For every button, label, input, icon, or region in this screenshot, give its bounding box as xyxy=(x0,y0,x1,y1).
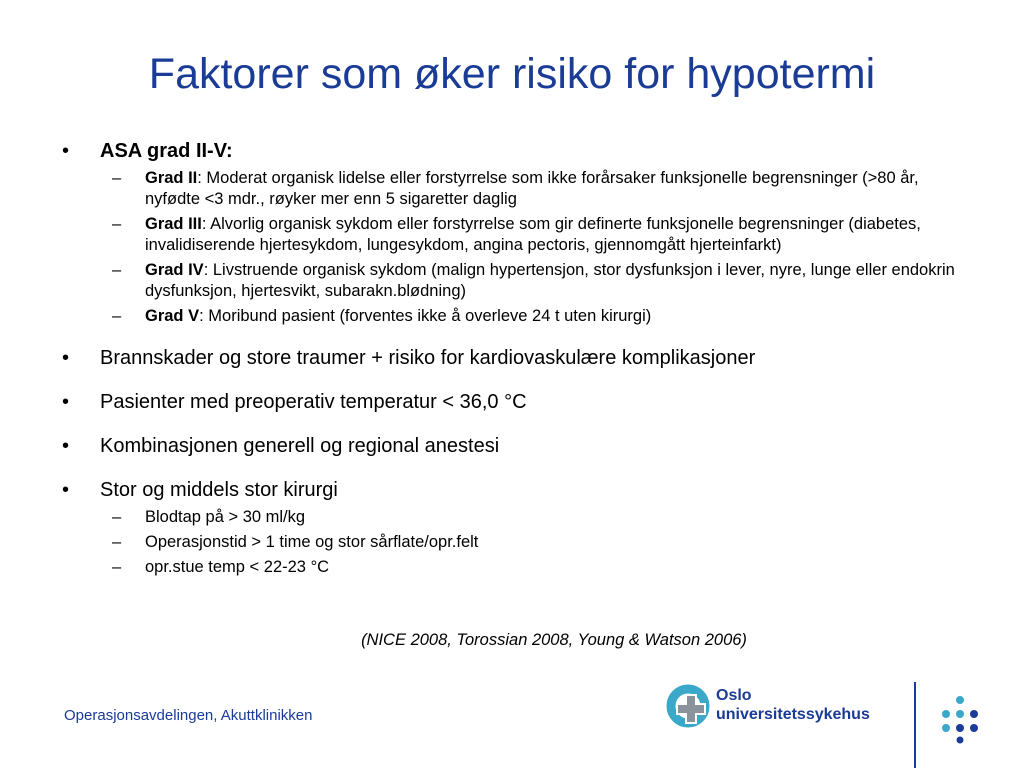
bullet-symbol: • xyxy=(62,479,70,501)
dash-symbol: – xyxy=(112,558,122,576)
footer-department: Operasjonsavdelingen, Akuttklinikken xyxy=(64,707,313,724)
bullet-symbol: • xyxy=(62,435,70,457)
sub-item-stuetemp xyxy=(62,557,962,578)
sub-item-bold: Grad IV xyxy=(145,261,204,279)
sub-list-kirurgi xyxy=(62,507,962,578)
bullet-anestesi xyxy=(62,434,962,459)
sub-item-grad-5 xyxy=(62,306,962,327)
bullet-symbol: • xyxy=(62,347,70,369)
footer-divider xyxy=(914,682,916,768)
dash-symbol: – xyxy=(112,261,122,279)
bullet-symbol: • xyxy=(62,391,70,413)
sub-item-text: Operasjonstid > 1 time og stor sårflate/opr.felt xyxy=(145,533,479,551)
dash-symbol: – xyxy=(112,169,122,187)
dot-pattern-icon xyxy=(934,694,984,744)
bullet-text: Stor og middels stor kirurgi xyxy=(100,479,338,501)
dash-symbol: – xyxy=(112,215,122,233)
sub-item-bold: Grad V xyxy=(145,307,200,325)
sub-item-grad-2 xyxy=(62,168,962,210)
sub-item-bold: Grad III xyxy=(145,215,202,233)
bullet-text: Kombinasjonen generell og regional anestesi xyxy=(100,435,500,457)
dash-symbol: – xyxy=(112,307,122,325)
sub-item-text: : Alvorlig organisk sykdom eller forstyrrelse som gir definerte funksjonelle begrensninger (diabetes, invalidiserende hjertesykdom, lungesykdom, angina pectoris, gjennomgått hjerteinfarkt) xyxy=(145,215,921,254)
sub-item-bold: Grad II xyxy=(145,169,198,187)
bullet-symbol: • xyxy=(62,140,70,162)
dash-symbol: – xyxy=(112,533,122,551)
logo-text xyxy=(716,686,870,724)
dash-symbol: – xyxy=(112,508,122,526)
bullet-asa xyxy=(62,139,962,164)
sub-item-text: : Livstruende organisk sykdom (malign hypertensjon, stor dysfunksjon i lever, nyre, lunge eller endokrin dysfunksjon, hjertesvikt, subarakn.blødning) xyxy=(145,261,955,300)
sub-item-text: : Moderat organisk lidelse eller forstyrrelse som ikke forårsaker funksjonelle begrensninger (>80 år, nyfødte <3 mdr., røyker mer enn 5 sigaretter daglig xyxy=(145,169,919,208)
sub-list-asa xyxy=(62,168,962,327)
sub-item-grad-4 xyxy=(62,260,962,302)
slide-title: Faktorer som øker risiko for hypotermi xyxy=(148,50,876,98)
bullet-preop-temperature xyxy=(62,390,962,415)
sub-item-text: : Moribund pasient (forventes ikke å overleve 24 t uten kirurgi) xyxy=(199,307,652,325)
bullet-text: Brannskader og store traumer + risiko for kardiovaskulære komplikasjoner xyxy=(100,347,756,369)
bullet-list xyxy=(62,139,962,578)
bullet-text: Pasienter med preoperativ temperatur < 36,0 °C xyxy=(100,391,527,413)
hospital-logo xyxy=(664,682,904,730)
sub-item-text: Blodtap på > 30 ml/kg xyxy=(145,508,306,526)
bullet-brannskader xyxy=(62,346,962,371)
logo-mark-icon xyxy=(664,682,712,730)
bullet-kirurgi xyxy=(62,478,962,503)
sub-item-grad-3 xyxy=(62,214,962,256)
sub-item-text: opr.stue temp < 22-23 °C xyxy=(145,558,330,576)
sub-item-blodtap xyxy=(62,507,962,528)
sub-item-operasjonstid xyxy=(62,532,962,553)
logo-line-oslo: Oslo xyxy=(716,687,752,704)
logo-line-universitetssykehus: universitetssykehus xyxy=(716,706,870,723)
reference-citation: (NICE 2008, Torossian 2008, Young & Watson 2006) xyxy=(361,631,747,649)
bullet-text: ASA grad II-V: xyxy=(100,140,233,162)
